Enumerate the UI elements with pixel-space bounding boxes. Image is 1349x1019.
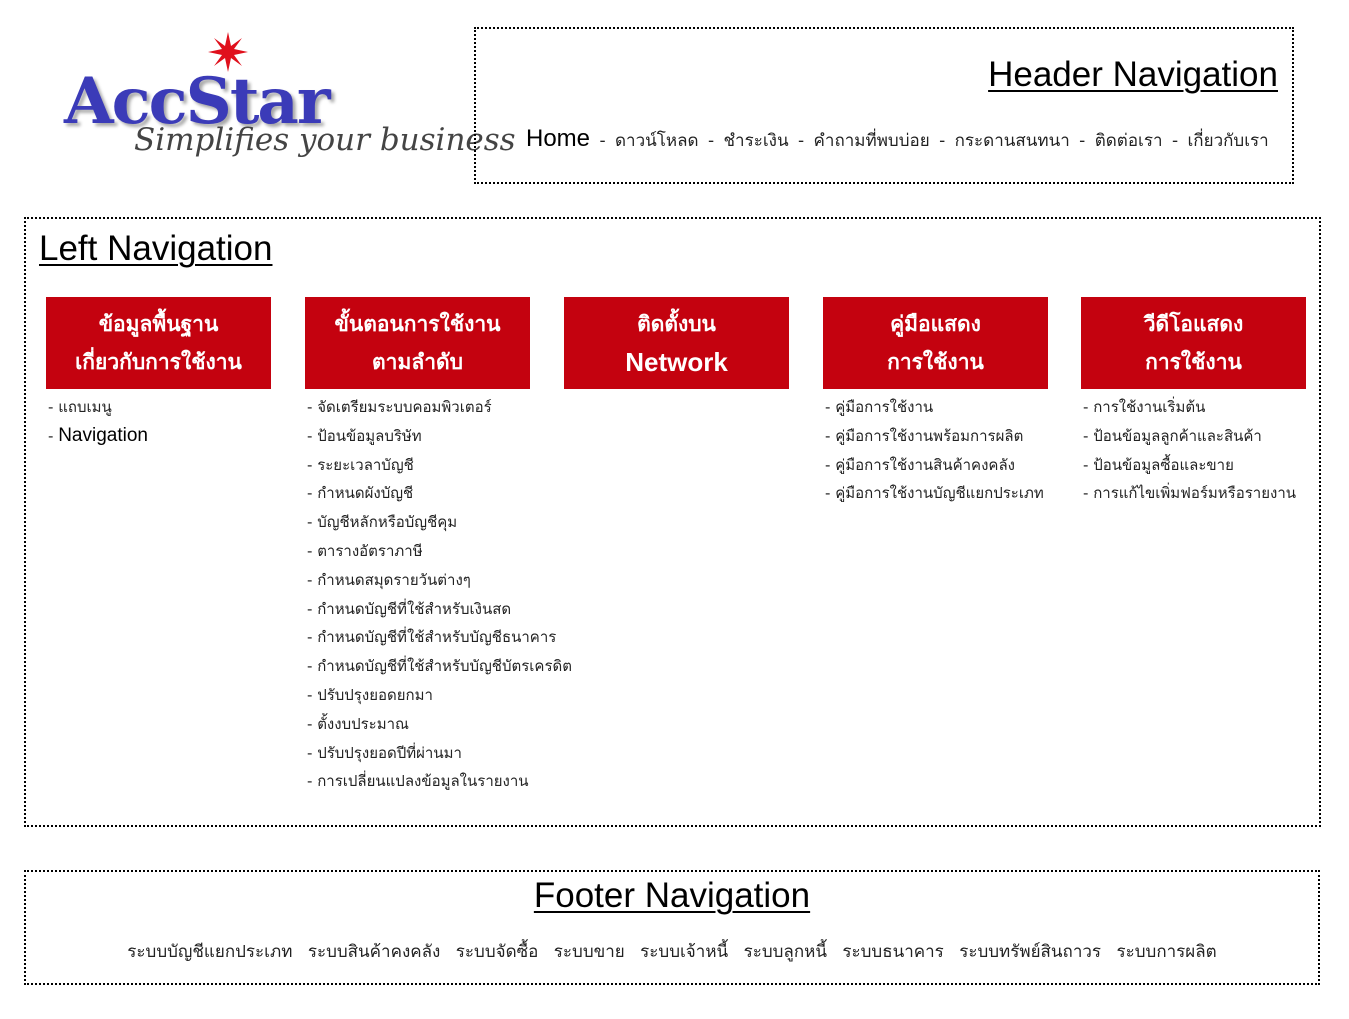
list-item-label: ตารางอัตราภาษี — [317, 541, 423, 560]
footer-link-receivables[interactable]: ระบบลูกหนี้ — [743, 942, 827, 962]
nav-column-basics — [46, 297, 271, 453]
nav-column-steps-header[interactable] — [305, 297, 530, 389]
column-header-line1: คู่มือแสดง — [890, 312, 981, 336]
list-item-label: Navigation — [58, 424, 148, 446]
list-item-label: การใช้งานเริ่มต้น — [1093, 398, 1206, 416]
header-link-forum[interactable]: กระดานสนทนา — [954, 131, 1070, 151]
home-link[interactable]: Home — [526, 125, 591, 152]
list-item-label: บัญชีหลักหรือบัญชีคุม — [317, 513, 458, 532]
nav-column-video — [1081, 297, 1306, 510]
list-item-label: กำหนดบัญชีที่ใช้สำหรับบัญชีบัตรเครดิต — [317, 657, 572, 676]
nav-column-network — [564, 297, 789, 389]
separator: - — [1079, 131, 1086, 151]
list-item-label: ปรับปรุงยอดปีที่ผ่านมา — [317, 743, 462, 762]
footer-link-manufacturing[interactable]: ระบบการผลิต — [1116, 942, 1217, 962]
header-link-faq[interactable]: คำถามที่พบบ่อย — [813, 131, 930, 151]
nav-column-network-header[interactable] — [564, 297, 789, 389]
nav-column-video-header[interactable] — [1081, 297, 1306, 389]
list-item[interactable]: - คู่มือการใช้งานบัญชีแยกประเภท — [825, 484, 1044, 503]
footer-link-payables[interactable]: ระบบเจ้าหนี้ — [640, 942, 729, 962]
list-item-label: การแก้ไขเพิ่มฟอร์มหรือรายงาน — [1093, 484, 1296, 503]
list-item-label: ปรับปรุงยอดยกมา — [317, 685, 433, 704]
list-item[interactable]: - การเปลี่ยนแปลงข้อมูลในรายงาน — [307, 772, 529, 791]
header-link-about[interactable]: เกี่ยวกับเรา — [1187, 131, 1269, 151]
list-item[interactable]: - แถบเมนู — [48, 398, 112, 416]
list-item[interactable]: - ตารางอัตราภาษี — [307, 541, 423, 560]
header-navigation — [474, 27, 1294, 184]
list-item-label: ระยะเวลาบัญชี — [317, 455, 414, 474]
list-item[interactable]: - กำหนดสมุดรายวันต่างๆ — [307, 570, 471, 589]
footer-link-banking[interactable]: ระบบธนาคาร — [842, 942, 944, 962]
left-navigation — [24, 217, 1321, 827]
footer-link-inventory[interactable]: ระบบสินค้าคงคลัง — [307, 942, 441, 962]
nav-column-manual — [823, 297, 1048, 510]
column-header-line2: ตามลำดับ — [372, 350, 463, 374]
list-item[interactable]: - คู่มือการใช้งานพร้อมการผลิต — [825, 426, 1024, 445]
list-item-label: กำหนดสมุดรายวันต่างๆ — [317, 570, 471, 589]
list-item-label: การเปลี่ยนแปลงข้อมูลในรายงาน — [317, 772, 529, 791]
list-item[interactable]: - ปรับปรุงยอดยกมา — [307, 685, 433, 704]
nav-column-manual-header[interactable] — [823, 297, 1048, 389]
footer-link-purchasing[interactable]: ระบบจัดซื้อ — [455, 942, 539, 962]
accstar-logo[interactable] — [60, 30, 516, 180]
list-item-label: ป้อนข้อมูลบริษัท — [317, 426, 422, 445]
list-item[interactable]: - จัดเตรียมระบบคอมพิวเตอร์ — [307, 398, 492, 416]
list-item-label: คู่มือการใช้งานพร้อมการผลิต — [835, 426, 1024, 445]
nav-column-basics-list — [46, 389, 271, 453]
list-item-label: กำหนดบัญชีที่ใช้สำหรับเงินสด — [317, 599, 512, 618]
separator: - — [1171, 131, 1179, 151]
list-item-label: คู่มือการใช้งานบัญชีแยกประเภท — [835, 484, 1044, 503]
list-item[interactable]: - บัญชีหลักหรือบัญชีคุม — [307, 513, 458, 532]
header-link-contact[interactable]: ติดต่อเรา — [1094, 131, 1163, 151]
column-header-line1: ติดตั้งบน — [637, 312, 716, 336]
column-header-line2: Network — [625, 347, 728, 377]
footer-link-general-ledger[interactable]: ระบบบัญชีแยกประเภท — [127, 942, 293, 962]
footer-links — [26, 938, 1318, 965]
separator: - — [939, 131, 946, 151]
list-item-label: ป้อนข้อมูลซื้อและขาย — [1093, 455, 1234, 474]
list-item-label: จัดเตรียมระบบคอมพิวเตอร์ — [317, 398, 492, 416]
header-link-download[interactable]: ดาวน์โหลด — [614, 131, 699, 151]
list-item-label: กำหนดบัญชีที่ใช้สำหรับบัญชีธนาคาร — [317, 628, 557, 647]
nav-column-basics-header[interactable] — [46, 297, 271, 389]
list-item-label: ตั้งงบประมาณ — [317, 714, 409, 733]
separator: - — [599, 131, 606, 151]
list-item[interactable]: - กำหนดบัญชีที่ใช้สำหรับบัญชีธนาคาร — [307, 628, 557, 647]
header-links — [526, 125, 1269, 154]
list-item-label: แถบเมนู — [58, 398, 112, 416]
separator: - — [707, 131, 715, 151]
nav-column-video-list — [1081, 389, 1306, 510]
list-item[interactable]: - การแก้ไขเพิ่มฟอร์มหรือรายงาน — [1083, 484, 1296, 503]
list-item[interactable]: - ระยะเวลาบัญชี — [307, 455, 414, 474]
header-navigation-title: Header Navigation — [988, 55, 1278, 94]
footer-navigation-title: Footer Navigation — [533, 876, 811, 915]
list-item-label: ป้อนข้อมูลลูกค้าและสินค้า — [1093, 426, 1262, 445]
list-item-label: คู่มือการใช้งานสินค้าคงคลัง — [835, 455, 1015, 474]
column-header-line1: ขั้นตอนการใช้งาน — [334, 312, 501, 336]
list-item[interactable]: - ป้อนข้อมูลซื้อและขาย — [1083, 455, 1234, 474]
column-header-line1: วีดีโอแสดง — [1143, 312, 1244, 336]
left-navigation-title: Left Navigation — [39, 229, 273, 268]
list-item[interactable]: - ป้อนข้อมูลบริษัท — [307, 426, 422, 445]
footer-link-fixed-assets[interactable]: ระบบทรัพย์สินถาวร — [959, 942, 1102, 962]
footer-link-sales[interactable]: ระบบขาย — [553, 942, 625, 962]
nav-column-steps — [305, 297, 572, 798]
list-item[interactable]: - ตั้งงบประมาณ — [307, 714, 409, 733]
header-link-payment[interactable]: ชำระเงิน — [723, 131, 789, 151]
separator: - — [797, 131, 805, 151]
column-header-line1: ข้อมูลพื้นฐาน — [98, 312, 219, 336]
list-item[interactable]: - กำหนดบัญชีที่ใช้สำหรับเงินสด — [307, 599, 512, 618]
nav-column-manual-list — [823, 389, 1048, 510]
list-item[interactable]: - คู่มือการใช้งานสินค้าคงคลัง — [825, 455, 1015, 474]
list-item-label: คู่มือการใช้งาน — [835, 398, 934, 416]
list-item[interactable]: - การใช้งานเริ่มต้น — [1083, 398, 1206, 416]
nav-column-steps-list — [305, 389, 572, 798]
column-header-line2: การใช้งาน — [887, 350, 984, 374]
logo-tagline: Simplifies your business — [134, 122, 516, 158]
list-item[interactable]: - ป้อนข้อมูลลูกค้าและสินค้า — [1083, 426, 1262, 445]
list-item[interactable]: - ปรับปรุงยอดปีที่ผ่านมา — [307, 743, 462, 762]
list-item-label: กำหนดผังบัญชี — [317, 484, 414, 503]
list-item[interactable]: - กำหนดบัญชีที่ใช้สำหรับบัญชีบัตรเครดิต — [307, 657, 572, 676]
logo-name: AccStar — [64, 64, 329, 139]
list-item[interactable]: - Navigation — [48, 424, 148, 446]
list-item[interactable]: - คู่มือการใช้งาน — [825, 398, 934, 416]
list-item[interactable]: - กำหนดผังบัญชี — [307, 484, 414, 503]
column-header-line2: การใช้งาน — [1145, 350, 1242, 374]
footer-navigation — [24, 870, 1320, 985]
column-header-line2: เกี่ยวกับการใช้งาน — [75, 350, 242, 374]
